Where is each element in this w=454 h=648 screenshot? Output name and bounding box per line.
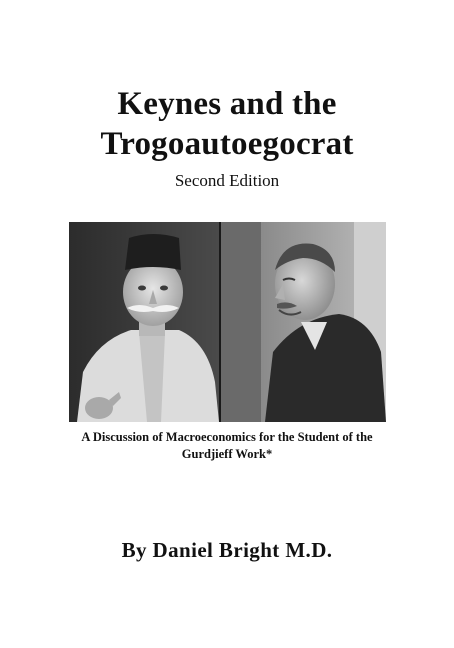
edition-label: Second Edition — [174, 171, 280, 190]
book-title — [0, 84, 454, 164]
book-subtitle — [40, 429, 414, 463]
title-line-1: Keynes and the — [117, 86, 337, 122]
author-name: By Daniel Bright M.D. — [121, 538, 333, 562]
subtitle-line-2: Gurdjieff Work* — [181, 447, 273, 461]
subtitle-line-1: A Discussion of Macroeconomics for the Student of the — [81, 430, 373, 444]
title-line-2: Trogoautoegocrat — [100, 126, 354, 162]
man-in-fez-portrait-icon — [69, 222, 219, 422]
man-in-suit-portrait-icon — [221, 222, 386, 422]
cover-photo — [69, 222, 386, 422]
